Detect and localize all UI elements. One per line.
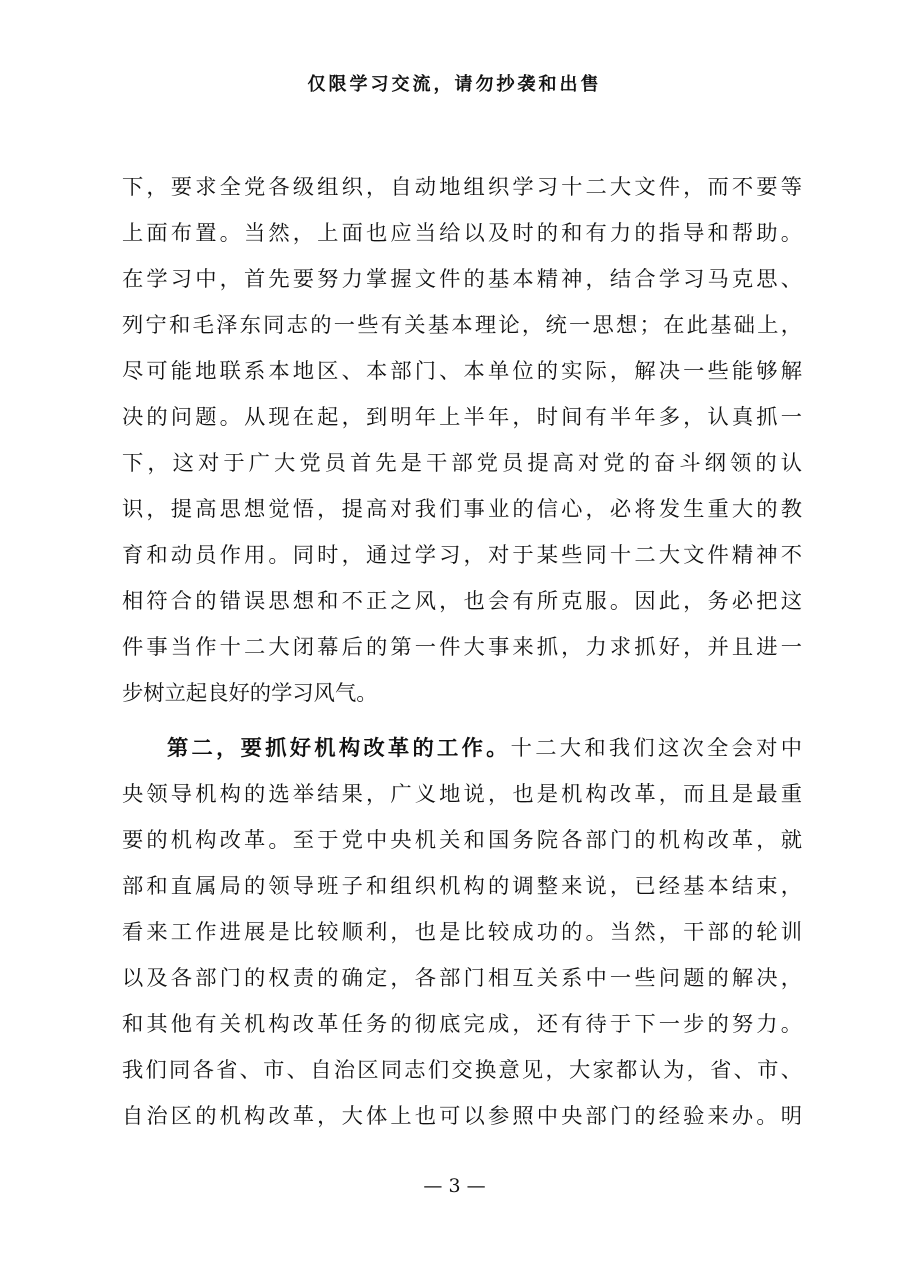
text-line-first	[122, 726, 802, 772]
text-line: 下，这对于广大党员首先是干部党员提高对党的奋斗纲领的认	[122, 451, 802, 476]
text-line: 自治区的机构改革，大体上也可以参照中央部门的经验来办。明	[122, 1104, 802, 1129]
text-line: 我们同各省、市、自治区同志们交换意见，大家都认为，省、市、	[122, 1058, 802, 1083]
text-line: 列宁和毛泽东同志的一些有关基本理论，统一思想；在此基础上，	[122, 313, 802, 338]
text-line: 在学习中，首先要努力掌握文件的基本精神，结合学习马克思、	[122, 267, 802, 292]
paragraph-1	[122, 165, 802, 717]
text-line: 件事当作十二大闭幕后的第一件大事来抓，力求抓好，并且进一	[122, 635, 802, 660]
text-line: 部和直属局的领导班子和组织机构的调整来说，已经基本结束，	[122, 874, 802, 899]
text-line: 看来工作进展是比较顺利，也是比较成功的。当然，干部的轮训	[122, 920, 802, 945]
text-line: 识，提高思想觉悟，提高对我们事业的信心，必将发生重大的教	[122, 497, 802, 522]
paragraph-2	[122, 726, 802, 1140]
text-line: 尽可能地联系本地区、本部门、本单位的实际，解决一些能够解	[122, 359, 802, 384]
text-line: 和其他有关机构改革任务的彻底完成，还有待于下一步的努力。	[122, 1012, 802, 1037]
text-line: 决的问题。从现在起，到明年上半年，时间有半年多，认真抓一	[122, 405, 802, 430]
text-line: 育和动员作用。同时，通过学习，对于某些同十二大文件精神不	[122, 543, 802, 568]
text-line: 步树立起良好的学习风气。	[122, 681, 378, 706]
page-header-notice: 仅限学习交流，请勿抄袭和出售	[307, 74, 602, 95]
text-line: 下，要求全党各级组织，自动地组织学习十二大文件，而不要等	[122, 175, 802, 200]
text-line: 以及各部门的权责的确定，各部门相互关系中一些问题的解决，	[122, 966, 802, 991]
text-line: 上面布置。当然，上面也应当给以及时的和有力的指导和帮助。	[122, 221, 802, 246]
text-run: 十二大和我们这次全会对中	[510, 736, 802, 761]
text-line: 要的机构改革。至于党中央机关和国务院各部门的机构改革，就	[122, 828, 802, 853]
section-heading: 第二，要抓好机构改革的工作。	[167, 736, 511, 761]
text-line: 央领导机构的选举结果，广义地说，也是机构改革，而且是最重	[122, 782, 802, 807]
document-body	[122, 165, 802, 1140]
page-number: — 3 —	[423, 1175, 486, 1197]
text-line: 相符合的错误思想和不正之风，也会有所克服。因此，务必把这	[122, 589, 802, 614]
